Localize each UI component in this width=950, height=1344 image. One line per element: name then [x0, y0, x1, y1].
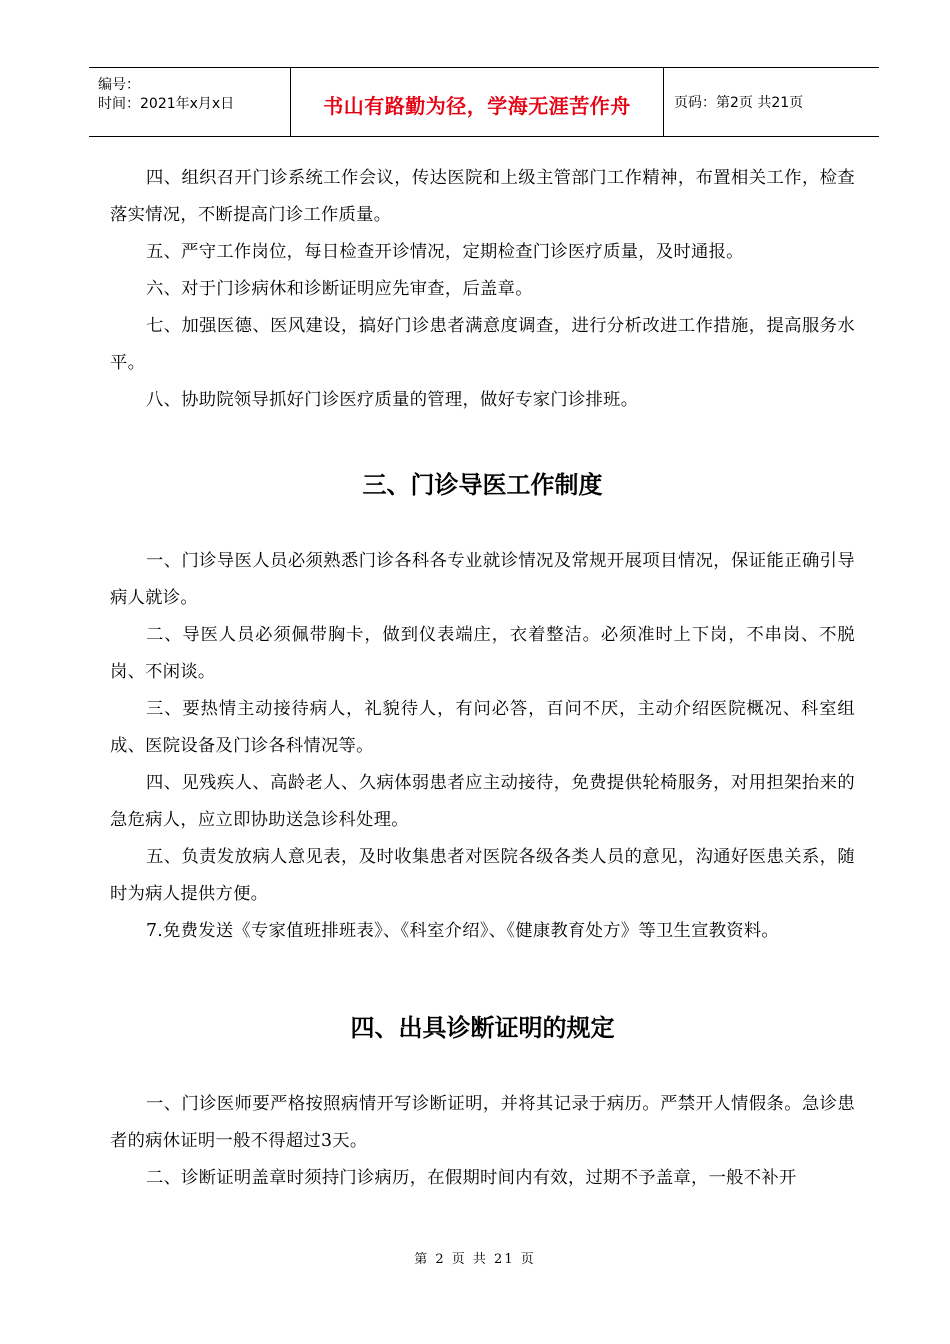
- header-motto-cell: [291, 68, 664, 136]
- paragraph: 7.免费发送《专家值班排班表》、《科室介绍》、《健康教育处方》等卫生宣教资料。: [146, 921, 780, 941]
- paragraph: 六、对于门诊病休和诊断证明应先审查，后盖章。: [146, 279, 533, 299]
- paragraph: 一、门诊导医人员必须熟悉门诊各科各专业就诊情况及常规开展项目情况，保证能正确引导病人就诊。: [110, 551, 855, 608]
- paragraph: 五、严守工作岗位，每日检查开诊情况，定期检查门诊医疗质量，及时通报。: [146, 242, 744, 262]
- header-meta-cell: [89, 68, 291, 136]
- header-page-cell: [664, 68, 879, 136]
- header-motto: 书山有路勤为径，学海无涯苦作舟: [323, 94, 631, 118]
- paragraph: 二、诊断证明盖章时须持门诊病历，在假期时间内有效，过期不予盖章，一般不补开: [146, 1168, 797, 1188]
- paragraph: 三、要热情主动接待病人，礼貌待人，有问必答，百问不厌，主动介绍医院概况、科室组成、医院设备及门诊各科情况等。: [110, 699, 855, 756]
- paragraph: 二、导医人员必须佩带胸卡，做到仪表端庄，衣着整洁。必须准时上下岗，不串岗、不脱岗、不闲谈。: [110, 625, 855, 682]
- paragraph: 四、组织召开门诊系统工作会议，传达医院和上级主管部门工作精神，布置相关工作，检查落实情况，不断提高门诊工作质量。: [110, 168, 855, 225]
- paragraph: 五、负责发放病人意见表，及时收集患者对医院各级各类人员的意见，沟通好医患关系，随时为病人提供方便。: [110, 847, 855, 904]
- paragraph: 八、协助院领导抓好门诊医疗质量的管理，做好专家门诊排班。: [146, 390, 639, 410]
- document-date: 时间：2021年x月x日: [98, 96, 235, 112]
- paragraph: 四、见残疾人、高龄老人、久病体弱患者应主动接待，免费提供轮椅服务，对用担架抬来的急危病人，应立即协助送急诊科处理。: [110, 773, 855, 830]
- header-page-info: 页码：第2页 共21页: [674, 95, 804, 111]
- paragraph: 七、加强医德、医风建设，搞好门诊患者满意度调查，进行分析改进工作措施，提高服务水平。: [110, 316, 855, 373]
- document-number-label: 编号：: [98, 77, 140, 93]
- page-footer: 第 2 页 共 21 页: [414, 1252, 536, 1267]
- section-heading: 四、出具诊断证明的规定: [350, 1014, 615, 1042]
- page-header: [89, 67, 879, 137]
- paragraph: 一、门诊医师要严格按照病情开写诊断证明，并将其记录于病历。严禁开人情假条。急诊患者的病休证明一般不得超过3天。: [110, 1094, 855, 1151]
- section-heading: 三、门诊导医工作制度: [362, 471, 603, 499]
- document-body: [110, 160, 855, 1197]
